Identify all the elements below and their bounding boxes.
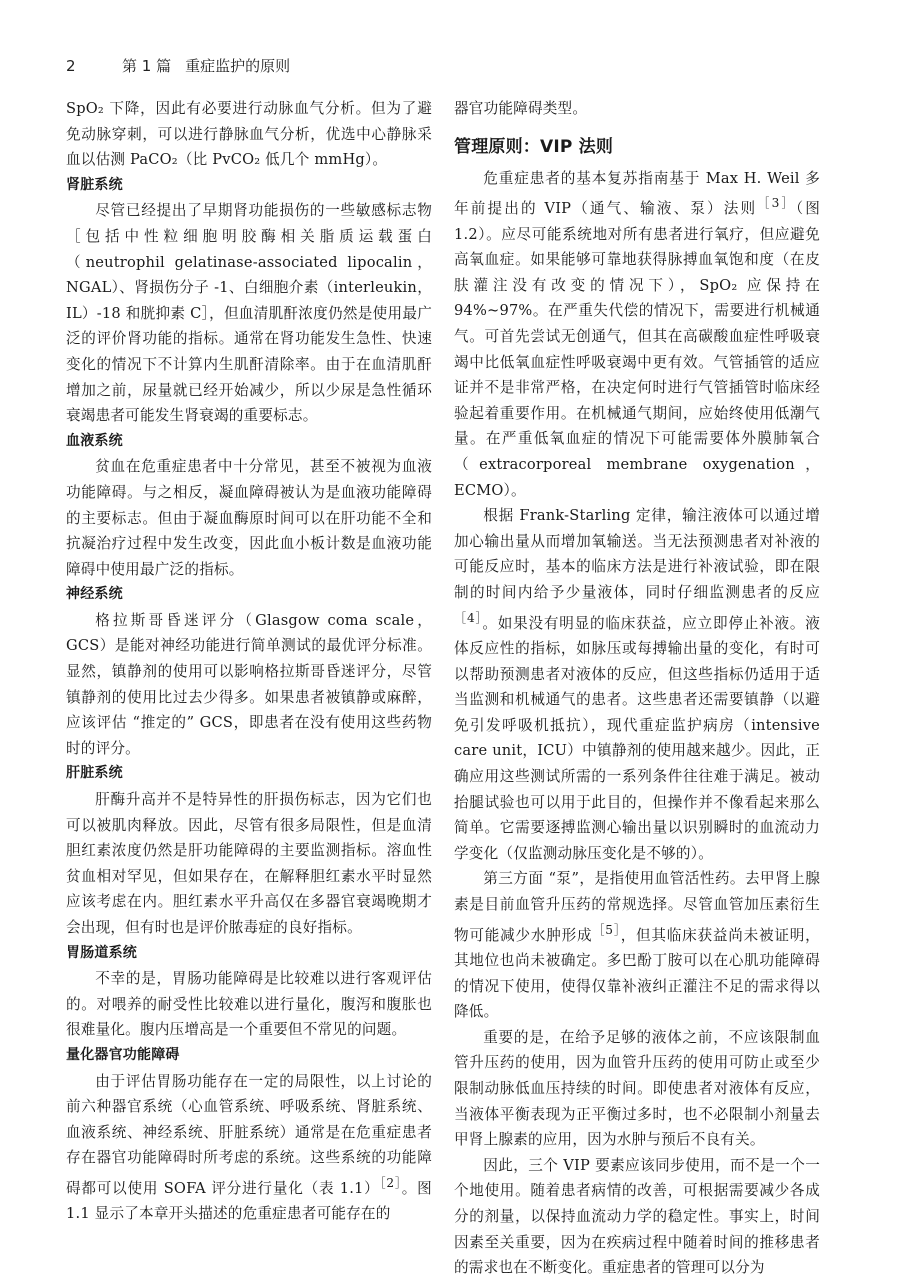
left-column xyxy=(66,96,432,1227)
p2-text-2: 。如果没有明显的临床获益，应立即停止补液。液体反应性的指标，如脉压或每搏输出量的变化，有时可以帮助预测患者对液体的反应，但这些指标仍适用于适当监测和机械通气的患者。这些患者还需要镇静（以避免引发呼吸机抵抗），现代重症监护病房（intensive care unit，ICU）中镇静剂的使用越来越少。因此，正确应用这些测试所需的一系列条件往往难于满足。被动抬腿试验也可以用于此目的，但操作并不像看起来那么简单。它需要逐搏监测心输出量以识别瞬时的血流动力学变化（仅监测动脉压变化是不够的）。 xyxy=(454,614,820,862)
p1-text-1: 危重症患者的基本复苏指南基于 Max H. Weil 多年前提出的 VIP（通气、输液、泵）法则 xyxy=(454,169,820,218)
p3-text-2: ，但其临床获益尚未被证明，其地位也尚未被确定。多巴酚丁胺可以在心肌功能障碍的情况下使用，使得仅靠补液纠正灌注不足的需求得以降低。 xyxy=(454,926,820,1021)
gi-paragraph: 不幸的是，胃肠功能障碍是比较难以进行客观评估的。对喂养的耐受性比较难以进行量化，腹泻和腹胀也很难量化。腹内压增高是一个重要但不常见的问题。 xyxy=(66,970,432,1039)
quant-text-2: 。图 1.1 显示了本章开头描述的危重症患者可能存在的 xyxy=(66,1179,432,1223)
page-number: 2 xyxy=(66,57,76,75)
right-column xyxy=(454,96,820,1281)
citation-3: ［3］ xyxy=(757,196,796,211)
vip-paragraph-1 xyxy=(454,166,820,504)
citation-2: ［2］ xyxy=(379,1175,402,1190)
neuro-paragraph: 格拉斯哥昏迷评分（Glasgow coma scale，GCS）是能对神经功能进行简单测试的最优评分标准。显然，镇静剂的使用可以影响格拉斯哥昏迷评分，尽管镇静剂的使用比过去少得多。如果患者被镇静或麻醉，应该评估 “推定的” GCS，即患者在没有使用这些药物时的评分。 xyxy=(66,611,432,757)
neuro-heading: 神经系统 xyxy=(66,586,123,603)
quant-text-1: 由于评估胃肠功能存在一定的局限性，以上讨论的前六种器官系统（心血管系统、呼吸系统、肾脏系统、血液系统、神经系统、肝脏系统）通常是在危重症患者存在器官功能障碍时所考虑的系统。这些系统的功能障碍都可以使用 SOFA 评分进行量化（表 1.1） xyxy=(66,1072,432,1197)
vip-paragraph-5: 因此，三个 VIP 要素应该同步使用，而不是一个一个地使用。随着患者病情的改善，可根据需要减少各成分的剂量，以保持血流动力学的稳定性。事实上，时间因素至关重要，因为在疾病过程中随着时间的推移患者的需求也在不断变化。重症患者的管理可以分为 xyxy=(454,1156,820,1277)
section-heading: 管理原则：VIP 法则 xyxy=(454,136,614,157)
gi-heading: 胃肠道系统 xyxy=(66,944,137,961)
part-label: 第 1 篇 xyxy=(122,57,172,75)
vip-paragraph-4: 重要的是，在给予足够的液体之前，不应该限制血管升压药的使用，因为血管升压药的使用可防止或至少限制动脉低血压持续的时间。即使患者对液体有反应，当液体平衡表现为正平衡过多时，也不必限制小剂量去甲肾上腺素的应用，因为水肿与预后不良有关。 xyxy=(454,1028,820,1149)
renal-heading: 肾脏系统 xyxy=(66,176,123,193)
citation-5: ［5］ xyxy=(592,922,621,937)
liver-heading: 肝脏系统 xyxy=(66,765,123,782)
p2-text-1: 根据 Frank-Starling 定律，输注液体可以通过增加心输出量从而增加氧输送。当无法预测患者对补液的可能反应时，基本的临床方法是进行补液试验，即在限制的时间内给予少量液体，同时仔细监测患者的反应 xyxy=(454,507,820,601)
renal-paragraph: 尽管已经提出了早期肾功能损伤的一些敏感标志物［包括中性粒细胞明胶酶相关脂质运载蛋白（neutrophil gelatinase-associated lipocalin，NGAL）、肾损伤分子 -1、白细胞介素（interleukin，IL）-18 和胱抑素 C］，但血清肌酐浓度仍然是使用最广泛的评价肾功能的指标。通常在肾功能发生急性、快速变化的情况下不计算内生肌酐清除率。由于在血清肌酐增加之前，尿量就已经开始减少，所以少尿是急性循环衰竭患者可能发生肾衰竭的重要标志。 xyxy=(66,202,432,425)
vip-paragraph-2 xyxy=(454,503,820,866)
p3-text-1: 第三方面 “泵”，是指使用血管活性药。去甲肾上腺素是目前血管升压药的常规选择。尽管血管加压素衍生物可能减少水肿形成 xyxy=(454,870,820,944)
quant-paragraph xyxy=(66,1069,432,1227)
intro-paragraph: SpO₂ 下降，因此有必要进行动脉血气分析。但为了避免动脉穿刺，可以进行静脉血气分析，优选中心静脉采血以估测 PaCO₂（比 PvCO₂ 低几个 mmHg）。 xyxy=(66,100,432,169)
blood-paragraph: 贫血在危重症患者中十分常见，甚至不被视为血液功能障碍。与之相反，凝血障碍被认为是血液功能障碍的主要标志。但由于凝血酶原时间可以在肝功能不全和抗凝治疗过程中发生改变，因此血小板计数是血液功能障碍中使用最广泛的指标。 xyxy=(66,458,432,578)
continuation-line: 器官功能障碍类型。 xyxy=(454,100,588,117)
vip-paragraph-3 xyxy=(454,866,820,1024)
running-header xyxy=(66,56,290,76)
blood-heading: 血液系统 xyxy=(66,432,123,449)
citation-4: ［4］ xyxy=(454,610,483,625)
quant-heading: 量化器官功能障碍 xyxy=(66,1046,180,1063)
part-title: 重症监护的原则 xyxy=(185,57,291,75)
liver-paragraph: 肝酶升高并不是特异性的肝损伤标志，因为它们也可以被肌肉释放。因此，尽管有很多局限性，但是血清胆红素浓度仍然是肝功能障碍的主要监测指标。溶血性贫血相对罕见，但如果存在，在解释胆红素水平时显然应该考虑在内。胆红素水平升高仅在多器官衰竭晚期才会出现，但有时也是评价脓毒症的良好指标。 xyxy=(66,791,432,936)
p1-text-2: （图 1.2）。应尽可能系统地对所有患者进行氧疗，但应避免高氧血症。如果能够可靠地获得脉搏血氧饱和度（在皮肤灌注没有改变的情况下），SpO₂ 应保持在 94%~97%。在严重失代偿的情况下，需要进行机械通气。可首先尝试无创通气，但其在高碳酸血症性呼吸衰竭中比低氧血症性呼吸衰竭中更有效。气管插管的适应证并不是非常严格，在决定何时进行气管插管时临床经验起着重要作用。在机械通气期间，应始终使用低潮气量。在严重低氧血症的情况下可能需要体外膜肺氧合（extracorporeal membrane oxygenation，ECMO）。 xyxy=(454,200,820,499)
